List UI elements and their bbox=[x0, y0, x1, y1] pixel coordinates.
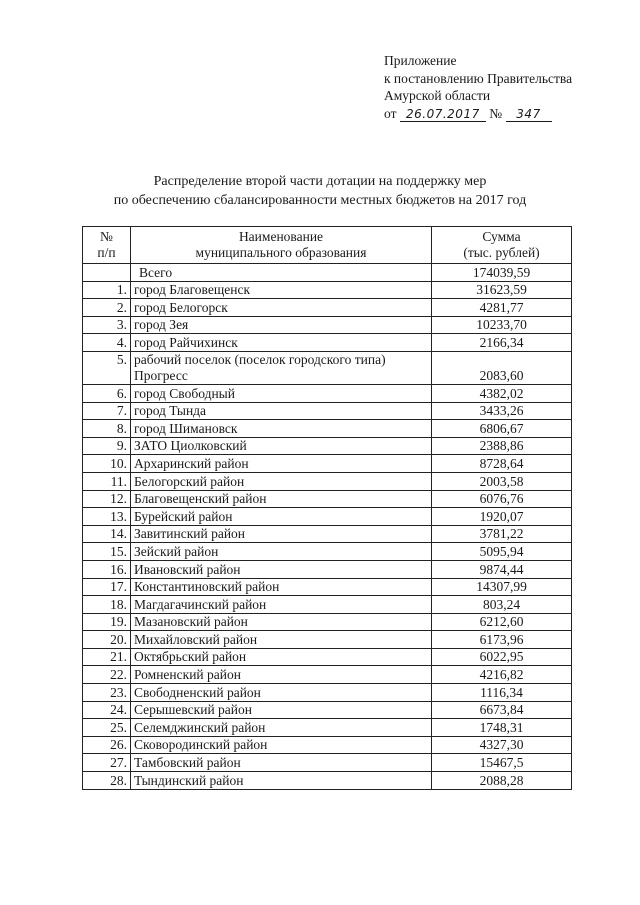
row-number: 10. bbox=[83, 455, 131, 473]
municipality-name: Свободненский район bbox=[131, 684, 432, 702]
subsidy-amount: 10233,70 bbox=[432, 316, 572, 334]
table-row bbox=[83, 560, 572, 578]
municipality-name-line-1: рабочий поселок (поселок городского типа) bbox=[134, 351, 386, 367]
row-number: 2. bbox=[83, 299, 131, 317]
row-number: 18. bbox=[83, 596, 131, 614]
subsidy-amount: 1748,31 bbox=[432, 719, 572, 737]
row-number: 22. bbox=[83, 666, 131, 684]
row-number: 8. bbox=[83, 420, 131, 438]
row-number: 7. bbox=[83, 402, 131, 420]
subsidy-amount: 14307,99 bbox=[432, 578, 572, 596]
table-row bbox=[83, 772, 572, 790]
subsidy-amount: 4327,30 bbox=[432, 736, 572, 754]
header-num bbox=[83, 227, 131, 264]
number-sign: № bbox=[489, 105, 503, 121]
municipality-name: Магдагачинский район bbox=[131, 596, 432, 614]
row-number: 1. bbox=[83, 281, 131, 299]
total-num-cell bbox=[83, 264, 131, 282]
table-row bbox=[83, 648, 572, 666]
subsidy-amount: 6173,96 bbox=[432, 631, 572, 649]
table-row bbox=[83, 525, 572, 543]
subsidy-amount: 3781,22 bbox=[432, 525, 572, 543]
header-name-line-1: Наименование bbox=[238, 229, 324, 244]
appendix-date-line bbox=[384, 105, 572, 123]
municipality-name: Зейский район bbox=[131, 543, 432, 561]
municipality-name: Сковородинский район bbox=[131, 736, 432, 754]
subsidy-amount: 15467,5 bbox=[432, 754, 572, 772]
subsidy-amount: 6673,84 bbox=[432, 701, 572, 719]
table-row bbox=[83, 754, 572, 772]
row-number: 23. bbox=[83, 684, 131, 702]
municipality-name: Тамбовский район bbox=[131, 754, 432, 772]
total-row bbox=[83, 264, 572, 282]
municipality-name: Селемджинский район bbox=[131, 719, 432, 737]
subsidy-amount: 1116,34 bbox=[432, 684, 572, 702]
municipality-name: Ивановский район bbox=[131, 560, 432, 578]
municipality-name: Ромненский район bbox=[131, 666, 432, 684]
table-row bbox=[83, 351, 572, 384]
municipality-name: город Зея bbox=[131, 316, 432, 334]
municipality-name: Октябрьский район bbox=[131, 648, 432, 666]
handwritten-number: 347 bbox=[506, 107, 552, 122]
header-name-line-2: муниципального образования bbox=[195, 245, 367, 260]
subsidy-amount: 4216,82 bbox=[432, 666, 572, 684]
header-num-line-1: № bbox=[100, 229, 113, 244]
table-row bbox=[83, 472, 572, 490]
row-number: 12. bbox=[83, 490, 131, 508]
table-row bbox=[83, 596, 572, 614]
subsidy-amount: 6022,95 bbox=[432, 648, 572, 666]
row-number: 16. bbox=[83, 560, 131, 578]
row-number: 4. bbox=[83, 334, 131, 352]
table-row bbox=[83, 384, 572, 402]
row-number: 13. bbox=[83, 508, 131, 526]
row-number: 20. bbox=[83, 631, 131, 649]
row-number: 26. bbox=[83, 736, 131, 754]
municipality-name: Тындинский район bbox=[131, 772, 432, 790]
table-row bbox=[83, 666, 572, 684]
appendix-block bbox=[384, 52, 572, 122]
header-sum-line-1: Сумма bbox=[482, 229, 521, 244]
municipality-name: Михайловский район bbox=[131, 631, 432, 649]
row-number: 21. bbox=[83, 648, 131, 666]
municipality-name: город Тында bbox=[131, 402, 432, 420]
subsidy-amount: 4382,02 bbox=[432, 384, 572, 402]
table-row bbox=[83, 613, 572, 631]
row-number: 19. bbox=[83, 613, 131, 631]
table-row bbox=[83, 281, 572, 299]
handwritten-date: 26.07.2017 bbox=[400, 107, 486, 122]
header-sum-line-2: (тыс. рублей) bbox=[463, 245, 540, 260]
appendix-line-2: к постановлению Правительства bbox=[384, 70, 573, 86]
appendix-line-1: Приложение bbox=[384, 53, 457, 68]
title-line-1: Распределение второй части дотации на поддержку мер bbox=[153, 174, 487, 189]
municipality-name: Серышевский район bbox=[131, 701, 432, 719]
table-row bbox=[83, 701, 572, 719]
table-header-row bbox=[83, 227, 572, 264]
row-number: 17. bbox=[83, 578, 131, 596]
row-number: 15. bbox=[83, 543, 131, 561]
subsidy-amount: 5095,94 bbox=[432, 543, 572, 561]
table-row bbox=[83, 684, 572, 702]
municipality-name: город Свободный bbox=[131, 384, 432, 402]
title-line-2: по обеспечению сбалансированности местных бюджетов на 2017 год bbox=[113, 193, 527, 208]
row-number: 14. bbox=[83, 525, 131, 543]
row-number: 27. bbox=[83, 754, 131, 772]
municipality-name: Благовещенский район bbox=[131, 490, 432, 508]
table-row bbox=[83, 402, 572, 420]
municipality-name: Архаринский район bbox=[131, 455, 432, 473]
municipality-name-line-2: Прогресс bbox=[134, 367, 188, 383]
subsidy-amount: 803,24 bbox=[432, 596, 572, 614]
subsidy-amount: 1920,07 bbox=[432, 508, 572, 526]
row-number: 9. bbox=[83, 437, 131, 455]
subsidy-amount: 2166,34 bbox=[432, 334, 572, 352]
municipality-name: Бурейский район bbox=[131, 508, 432, 526]
subsidy-amount: 6076,76 bbox=[432, 490, 572, 508]
subsidy-amount: 9874,44 bbox=[432, 560, 572, 578]
municipality-name bbox=[131, 351, 432, 384]
row-number: 24. bbox=[83, 701, 131, 719]
total-value: 174039,59 bbox=[432, 264, 572, 282]
table-row bbox=[83, 631, 572, 649]
subsidy-amount: 31623,59 bbox=[432, 281, 572, 299]
row-number: 6. bbox=[83, 384, 131, 402]
table-row bbox=[83, 578, 572, 596]
municipality-name: Константиновский район bbox=[131, 578, 432, 596]
municipality-name: город Райчихинск bbox=[131, 334, 432, 352]
table-row bbox=[83, 490, 572, 508]
document-title bbox=[0, 172, 640, 210]
header-name bbox=[131, 227, 432, 264]
municipality-name: город Шимановск bbox=[131, 420, 432, 438]
table-row bbox=[83, 543, 572, 561]
table-row bbox=[83, 437, 572, 455]
table-row bbox=[83, 508, 572, 526]
municipality-name: Белогорский район bbox=[131, 472, 432, 490]
header-num-line-2: п/п bbox=[97, 245, 116, 260]
date-prefix: от bbox=[384, 105, 397, 121]
distribution-table bbox=[82, 226, 572, 790]
municipality-name: Мазановский район bbox=[131, 613, 432, 631]
row-number: 25. bbox=[83, 719, 131, 737]
subsidy-amount: 2083,60 bbox=[432, 351, 572, 384]
municipality-name: Завитинский район bbox=[131, 525, 432, 543]
appendix-line-3: Амурской области bbox=[384, 88, 491, 103]
total-label: Всего bbox=[131, 264, 432, 282]
subsidy-amount: 6212,60 bbox=[432, 613, 572, 631]
row-number: 11. bbox=[83, 472, 131, 490]
row-number: 5. bbox=[83, 351, 131, 384]
table-row bbox=[83, 420, 572, 438]
table-row bbox=[83, 455, 572, 473]
subsidy-amount: 2088,28 bbox=[432, 772, 572, 790]
table-row bbox=[83, 299, 572, 317]
subsidy-amount: 8728,64 bbox=[432, 455, 572, 473]
subsidy-amount: 2388,86 bbox=[432, 437, 572, 455]
table-row bbox=[83, 316, 572, 334]
municipality-name: город Благовещенск bbox=[131, 281, 432, 299]
subsidy-amount: 3433,26 bbox=[432, 402, 572, 420]
table-row bbox=[83, 719, 572, 737]
row-number: 28. bbox=[83, 772, 131, 790]
subsidy-amount: 4281,77 bbox=[432, 299, 572, 317]
table-row bbox=[83, 736, 572, 754]
subsidy-amount: 2003,58 bbox=[432, 472, 572, 490]
subsidy-amount: 6806,67 bbox=[432, 420, 572, 438]
table-row bbox=[83, 334, 572, 352]
header-sum bbox=[432, 227, 572, 264]
municipality-name: город Белогорск bbox=[131, 299, 432, 317]
municipality-name: ЗАТО Циолковский bbox=[131, 437, 432, 455]
row-number: 3. bbox=[83, 316, 131, 334]
